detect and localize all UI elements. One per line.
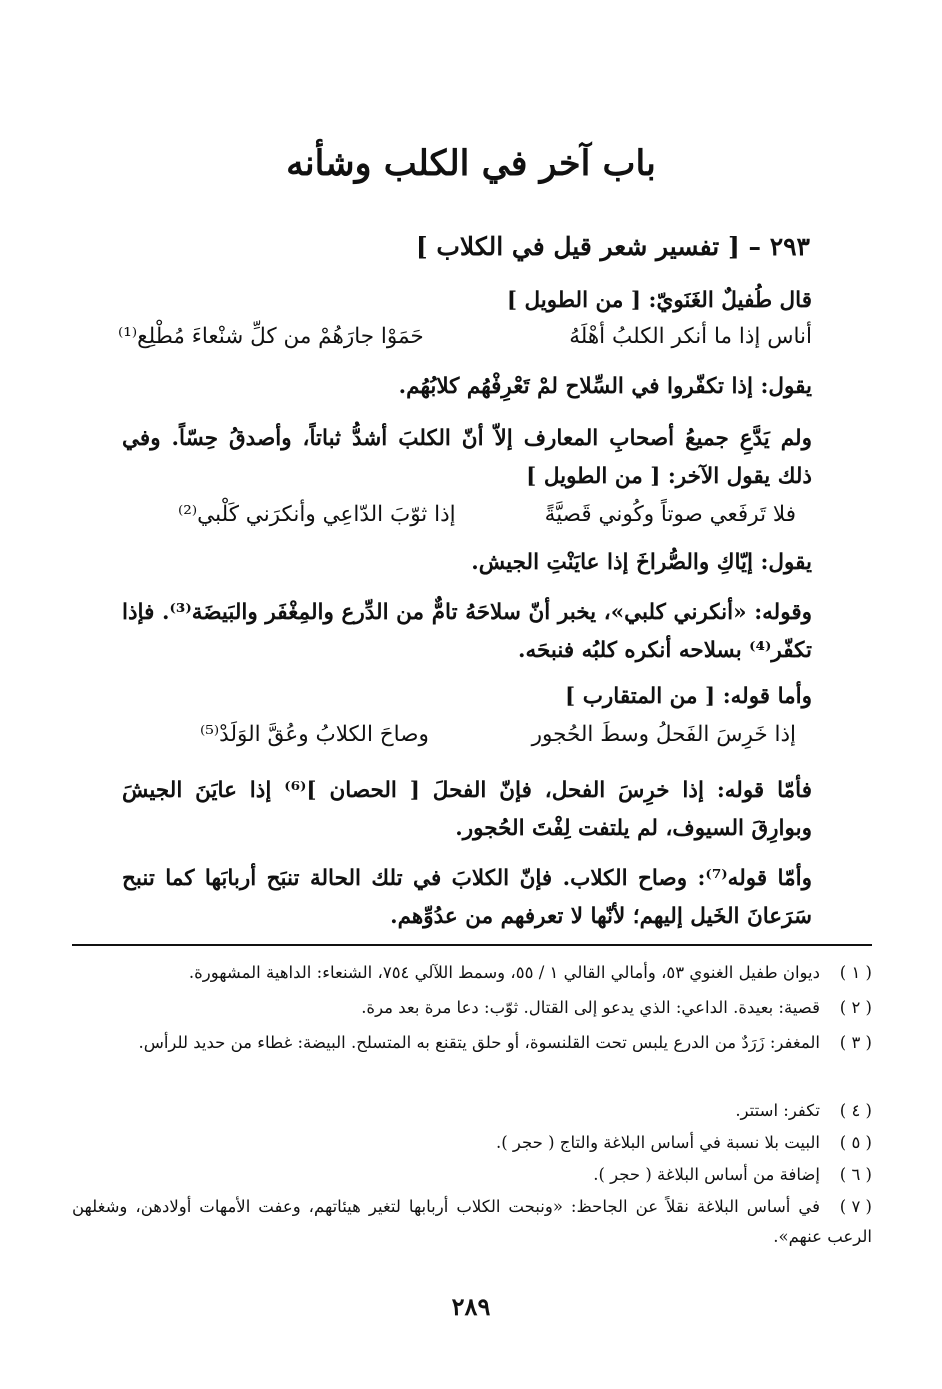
footnote-7 xyxy=(72,1192,872,1252)
section-heading: ٢٩٣ – [ تفسير شعر قيل في الكلاب ] xyxy=(415,232,810,261)
footnote-text: المغفر: زَرَدٌ من الدرع يلبس تحت القلنسوة، أو حلق يتقنع به المتسلح. البيضة: غطاء من حديد للرأس. xyxy=(138,1033,820,1052)
verse-2-first-hemistich: فلا تَرفَعي صوتاً وكُوني قَصيَّةً xyxy=(544,502,796,527)
footnote-text: ديوان طفيل الغنوي ٥٣، وأمالي القالي ١ / ٥٥، وسمط اللآلي ٧٥٤، الشنعاء: الداهية المشهورة. xyxy=(188,963,820,982)
intro-line-tufail: قال طُفيلٌ الغَنَويّ: [ من الطويل ] xyxy=(506,288,812,313)
footnote-text: البيت بلا نسبة في أساس البلاغة والتاج ( حجر ). xyxy=(496,1133,820,1152)
explanation-line-1: يقول: إذا تكفّروا في السِّلاح لمْ تَعْرِفْهُم كلابُهُم. xyxy=(398,374,812,399)
footnote-number: ( ٧ ) xyxy=(839,1197,872,1216)
footnote-number: ( ١ ) xyxy=(839,963,872,982)
footnote-number: ( ٥ ) xyxy=(839,1133,872,1152)
footnote-1 xyxy=(72,958,872,988)
footnote-3 xyxy=(72,1028,872,1058)
paragraph-3: فأمّا قوله: إذا خرِسَ الفحل، فإنّ الفحلَ [ الحصان ]⁽⁶⁾ إذا عايَنَ الجيشَ وبوارِقَ السيوف، لم يلتفت لِفْتَ الحُجور. xyxy=(122,778,812,841)
verse-2-second-hemistich: إذا ثوّبَ الدّاعِي وأنكرَني كَلْبي⁽²⁾ xyxy=(178,502,456,527)
footnote-number: ( ٦ ) xyxy=(839,1165,872,1184)
footnote-number: ( ٢ ) xyxy=(839,998,872,1017)
paragraph-2: وقوله: «أنكرني كلبي»، يخبر أنّ سلاحَهُ تامٌّ من الدِّرع والمِغْفَر والبَيضَة⁽³⁾. فإذا تكفّر⁽⁴⁾ بسلاحه أنكره كلبُه فنبحَه. xyxy=(122,600,812,663)
intro-line-mutaqarib: وأما قوله: [ من المتقارب ] xyxy=(565,684,812,709)
footnote-text: قصية: بعيدة. الداعي: الذي يدعو إلى القتال. ثوّب: دعا مرة بعد مرة. xyxy=(361,998,820,1017)
footnote-5 xyxy=(72,1128,872,1158)
footnote-4 xyxy=(72,1096,872,1126)
footnote-text: تكفر: استتر. xyxy=(735,1101,820,1120)
footnote-6 xyxy=(72,1160,872,1190)
paragraph-4: وأمّا قوله⁽⁷⁾: وصاح الكلاب. فإنّ الكلابَ في تلك الحالة تنبَح أربابَها كما تنبح سَرَعانَ الخَيل إليهم؛ لأنّها لا تعرفهم من عدُوِّهم. xyxy=(122,866,812,929)
page-number: ٢٨٩ xyxy=(451,1292,491,1321)
footnote-text: إضافة من أساس البلاغة ( حجر ). xyxy=(593,1165,820,1184)
footnote-number: ( ٣ ) xyxy=(839,1033,872,1052)
paragraph-1: ولم يَدَّعِ جميعُ أصحابِ المعارف إلاّ أنّ الكلبَ أشدُّ ثباتاً، وأصدقُ حِسّاً. وفي ذلك يقول الآخر: [ من الطويل ] xyxy=(122,426,812,489)
verse-3-first-hemistich: إذا خَرِسَ الفَحلُ وسطَ الحُجور xyxy=(531,722,796,747)
footnote-2 xyxy=(72,993,872,1023)
explanation-line-2: يقول: إيّاكِ والصُّراخَ إذا عايَنْتِ الجيش. xyxy=(471,550,812,575)
verse-1-second-hemistich: حَمَوْا جارَهُمْ من كلِّ شنْعاءَ مُطْلِع⁽¹⁾ xyxy=(118,324,424,349)
chapter-title: باب آخر في الكلب وشأنه xyxy=(286,143,656,184)
verse-3-second-hemistich: وصاحَ الكلابُ وعُقَّ الوَلَدْ⁽⁵⁾ xyxy=(200,722,429,747)
footnote-text: في أساس البلاغة نقلاً عن الجاحظ: «ونبحت الكلاب أربابها لتغير هيئاتهم، وعفت الأمهات أولادهن، وشغلهن الرعب عنهم». xyxy=(72,1197,872,1246)
footnote-number: ( ٤ ) xyxy=(839,1101,872,1120)
footnote-separator xyxy=(72,944,872,946)
verse-1-first-hemistich: أناس إذا ما أنكر الكلبُ أهْلَهُ xyxy=(569,324,812,349)
